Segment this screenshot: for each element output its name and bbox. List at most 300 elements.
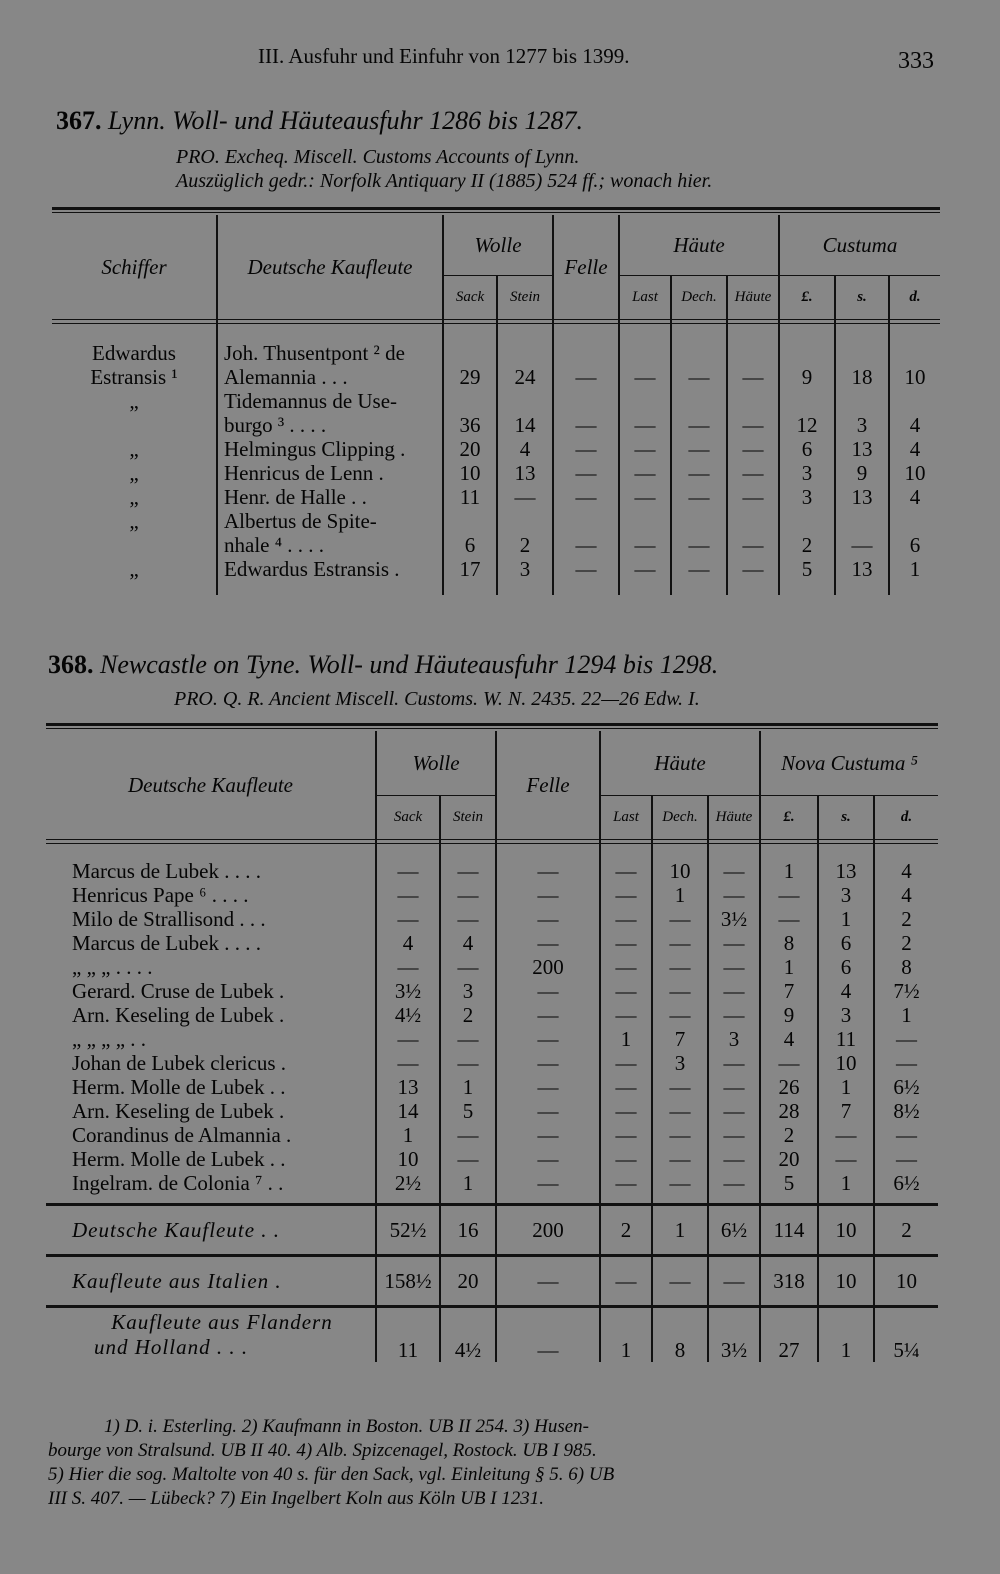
cell-value: — bbox=[440, 1027, 496, 1051]
cell-merchant: Johan de Lubek clericus . bbox=[46, 1051, 376, 1075]
cell-value: — bbox=[496, 1051, 600, 1075]
total-value: — bbox=[652, 1256, 708, 1307]
cell-value: — bbox=[652, 931, 708, 955]
cell-value: 1 bbox=[760, 859, 818, 883]
cell-value: 11 bbox=[818, 1027, 874, 1051]
cell-value bbox=[835, 509, 889, 533]
table-row bbox=[52, 461, 940, 485]
cell-value: 3½ bbox=[708, 907, 760, 931]
subheader-haeute: Häute bbox=[708, 795, 760, 839]
lynn-table bbox=[52, 215, 940, 595]
cell-value: — bbox=[818, 1147, 874, 1171]
cell-value bbox=[553, 341, 619, 365]
cell-value bbox=[727, 509, 779, 533]
cell-value: 3 bbox=[818, 1003, 874, 1027]
cell-value: 6 bbox=[443, 533, 497, 557]
section-title: Newcastle on Tyne. Woll- und Häuteausfuhr 1294 bis 1298. bbox=[100, 650, 719, 679]
cell-value: 1 bbox=[652, 883, 708, 907]
cell-value: 1 bbox=[818, 1171, 874, 1195]
section-title: Lynn. Woll- und Häuteausfuhr 1286 bis 1287. bbox=[108, 106, 583, 135]
cell-value: 28 bbox=[760, 1099, 818, 1123]
subheader-pence: d. bbox=[900, 809, 913, 826]
subheader-pence: d. bbox=[909, 289, 921, 306]
cell-value bbox=[835, 389, 889, 413]
cell-value bbox=[619, 389, 671, 413]
cell-merchant: Albertus de Spite- bbox=[217, 509, 443, 533]
total-value: 11 bbox=[376, 1307, 440, 1363]
cell-value: — bbox=[553, 533, 619, 557]
total-row bbox=[46, 1307, 938, 1363]
cell-value: — bbox=[553, 365, 619, 389]
cell-value: — bbox=[671, 557, 727, 581]
cell-merchant: Gerard. Cruse de Lubek . bbox=[46, 979, 376, 1003]
cell-value: 2 bbox=[901, 907, 912, 931]
cell-value: 1 bbox=[818, 1075, 874, 1099]
cell-merchant: Arn. Keseling de Lubek . bbox=[46, 1003, 376, 1027]
col-header-felle: Felle bbox=[553, 215, 619, 319]
total-label-line: Kaufleute aus Flandern bbox=[111, 1310, 333, 1334]
table-row bbox=[46, 859, 938, 883]
cell-value: 1 bbox=[440, 1075, 496, 1099]
cell-value: — bbox=[600, 1171, 652, 1195]
cell-value: 14 bbox=[376, 1099, 440, 1123]
header-rule bbox=[52, 319, 940, 320]
cell-schiffer: „ bbox=[52, 437, 217, 461]
cell-value: — bbox=[600, 955, 652, 979]
cell-schiffer bbox=[52, 533, 217, 557]
cell-value bbox=[443, 389, 497, 413]
cell-value: — bbox=[671, 533, 727, 557]
cell-value: 6½ bbox=[893, 1075, 920, 1099]
table-row bbox=[46, 907, 938, 931]
table-row bbox=[52, 413, 940, 437]
cell-value: — bbox=[619, 437, 671, 461]
cell-value: — bbox=[440, 1051, 496, 1075]
subheader-sack: Sack bbox=[376, 795, 440, 839]
cell-value: 4 bbox=[909, 485, 921, 509]
cell-value: 2 bbox=[760, 1123, 818, 1147]
total-value: 5¼ bbox=[893, 1338, 920, 1362]
cell-value: 13 bbox=[376, 1075, 440, 1099]
cell-value bbox=[889, 341, 940, 365]
cell-schiffer: „ bbox=[52, 557, 217, 581]
col-header-wolle: Wolle bbox=[376, 731, 496, 795]
table-row bbox=[52, 509, 940, 533]
cell-value: 1 bbox=[909, 557, 921, 581]
total-value: 114 bbox=[760, 1205, 818, 1256]
cell-value: 10 bbox=[652, 859, 708, 883]
cell-value: 10 bbox=[443, 461, 497, 485]
cell-value: 4 bbox=[760, 1027, 818, 1051]
cell-merchant: Henr. de Halle . . bbox=[217, 485, 443, 509]
cell-value: — bbox=[652, 907, 708, 931]
cell-merchant: burgo ³ . . . . bbox=[217, 413, 443, 437]
cell-schiffer: „ bbox=[52, 509, 217, 533]
cell-value: — bbox=[671, 461, 727, 485]
cell-value: — bbox=[440, 1147, 496, 1171]
source-line: PRO. Excheq. Miscell. Customs Accounts of Lynn. bbox=[176, 146, 580, 168]
total-value: 10 bbox=[896, 1269, 917, 1293]
cell-value: — bbox=[652, 1075, 708, 1099]
cell-value: 24 bbox=[497, 365, 553, 389]
cell-merchant: Arn. Keseling de Lubek . bbox=[46, 1099, 376, 1123]
cell-value: — bbox=[727, 437, 779, 461]
cell-value: 10 bbox=[904, 365, 926, 389]
cell-schiffer: Edwardus bbox=[52, 341, 217, 365]
col-header-schiffer: Schiffer bbox=[52, 215, 217, 319]
cell-value: 9 bbox=[760, 1003, 818, 1027]
table-row bbox=[46, 931, 938, 955]
cell-value: 12 bbox=[779, 413, 835, 437]
col-header-haeute: Häute bbox=[600, 731, 760, 795]
cell-value: — bbox=[727, 461, 779, 485]
spacer-row bbox=[52, 581, 940, 595]
cell-value: — bbox=[619, 461, 671, 485]
table-row bbox=[46, 1123, 938, 1147]
cell-value: — bbox=[553, 437, 619, 461]
cell-value: 1 bbox=[600, 1027, 652, 1051]
total-value: 52½ bbox=[376, 1205, 440, 1256]
cell-value bbox=[671, 509, 727, 533]
section-number: 368. bbox=[48, 650, 94, 679]
cell-value: — bbox=[553, 557, 619, 581]
cell-value: 8 bbox=[760, 931, 818, 955]
cell-value: — bbox=[496, 1003, 600, 1027]
cell-value: 4 bbox=[901, 859, 912, 883]
cell-value: — bbox=[896, 1123, 917, 1147]
subheader-shilling: s. bbox=[835, 275, 889, 319]
cell-value: — bbox=[727, 533, 779, 557]
table-row bbox=[52, 533, 940, 557]
table-row bbox=[46, 1051, 938, 1075]
cell-value: 5 bbox=[760, 1171, 818, 1195]
cell-value: — bbox=[708, 1147, 760, 1171]
cell-value: — bbox=[600, 859, 652, 883]
cell-value: — bbox=[652, 1171, 708, 1195]
total-value: 8 bbox=[652, 1307, 708, 1363]
cell-value: 2 bbox=[779, 533, 835, 557]
cell-value bbox=[727, 389, 779, 413]
cell-value: — bbox=[496, 979, 600, 1003]
cell-value: 4 bbox=[440, 931, 496, 955]
table-row bbox=[52, 437, 940, 461]
subheader-dech: Dech. bbox=[671, 275, 727, 319]
total-value: 318 bbox=[760, 1256, 818, 1307]
cell-value bbox=[553, 389, 619, 413]
table-row bbox=[52, 341, 940, 365]
subheader-last: Last bbox=[619, 275, 671, 319]
cell-value bbox=[497, 509, 553, 533]
cell-value bbox=[671, 389, 727, 413]
cell-value: 17 bbox=[443, 557, 497, 581]
cell-value bbox=[889, 389, 940, 413]
cell-value: — bbox=[600, 1123, 652, 1147]
cell-value: — bbox=[497, 485, 553, 509]
cell-value: — bbox=[600, 883, 652, 907]
cell-value: 2 bbox=[440, 1003, 496, 1027]
cell-value: 1 bbox=[376, 1123, 440, 1147]
cell-merchant: Edwardus Estransis . bbox=[217, 557, 443, 581]
table-top-rule bbox=[52, 212, 940, 213]
cell-merchant: „ „ „ . . . . bbox=[46, 955, 376, 979]
total-row bbox=[46, 1256, 938, 1307]
subheader-shilling: s. bbox=[818, 795, 874, 839]
cell-value: 3 bbox=[440, 979, 496, 1003]
cell-value: 6 bbox=[818, 931, 874, 955]
cell-value: — bbox=[496, 931, 600, 955]
header-rule bbox=[46, 839, 938, 840]
cell-value: 6 bbox=[818, 955, 874, 979]
cell-merchant: Helmingus Clipping . bbox=[217, 437, 443, 461]
total-value: 27 bbox=[760, 1307, 818, 1363]
cell-value: 36 bbox=[443, 413, 497, 437]
col-header-felle: Felle bbox=[496, 731, 600, 839]
cell-merchant: Marcus de Lubek . . . . bbox=[46, 859, 376, 883]
cell-value: 14 bbox=[497, 413, 553, 437]
cell-value: — bbox=[496, 1171, 600, 1195]
cell-value bbox=[497, 389, 553, 413]
total-value: 3½ bbox=[708, 1307, 760, 1363]
total-value: 10 bbox=[818, 1256, 874, 1307]
col-header-nova-custuma: Nova Custuma ⁵ bbox=[760, 731, 938, 795]
table-row bbox=[52, 485, 940, 509]
cell-value: 1 bbox=[440, 1171, 496, 1195]
cell-value bbox=[619, 509, 671, 533]
cell-value: 7 bbox=[760, 979, 818, 1003]
cell-value bbox=[553, 509, 619, 533]
table-row bbox=[52, 557, 940, 581]
cell-value: — bbox=[440, 883, 496, 907]
header-rule bbox=[46, 843, 938, 844]
total-value: 1 bbox=[652, 1205, 708, 1256]
cell-value: 3 bbox=[818, 883, 874, 907]
cell-value: — bbox=[376, 1027, 440, 1051]
cell-value: — bbox=[600, 1099, 652, 1123]
col-header-haeute: Häute bbox=[619, 215, 779, 275]
cell-value: — bbox=[671, 437, 727, 461]
cell-value: — bbox=[708, 955, 760, 979]
cell-value: — bbox=[708, 931, 760, 955]
footnote-line: bourge von Stralsund. UB II 40. 4) Alb. Spizcenagel, Rostock. UB I 985. bbox=[48, 1440, 597, 1461]
cell-value: 29 bbox=[443, 365, 497, 389]
total-label bbox=[46, 1307, 376, 1363]
cell-value: — bbox=[600, 907, 652, 931]
cell-value: — bbox=[496, 1147, 600, 1171]
table-top-rule bbox=[46, 723, 938, 726]
cell-value: — bbox=[708, 1171, 760, 1195]
cell-schiffer: Estransis ¹ bbox=[52, 365, 217, 389]
cell-value: — bbox=[496, 1099, 600, 1123]
spacer-row bbox=[46, 1195, 938, 1205]
cell-value: 4 bbox=[376, 931, 440, 955]
total-value: 1 bbox=[818, 1307, 874, 1363]
cell-value: — bbox=[818, 1123, 874, 1147]
total-row bbox=[46, 1205, 938, 1256]
cell-value: — bbox=[671, 485, 727, 509]
section-367-heading bbox=[56, 106, 583, 136]
cell-value: 13 bbox=[497, 461, 553, 485]
cell-value: 1 bbox=[901, 1003, 912, 1027]
cell-value: — bbox=[896, 1147, 917, 1171]
total-label: Deutsche Kaufleute . . bbox=[46, 1205, 376, 1256]
cell-value: — bbox=[496, 1075, 600, 1099]
cell-value: 3 bbox=[652, 1051, 708, 1075]
cell-value: 18 bbox=[835, 365, 889, 389]
cell-value: 1 bbox=[818, 907, 874, 931]
table-row bbox=[46, 1171, 938, 1195]
cell-value bbox=[779, 509, 835, 533]
cell-value: — bbox=[708, 1099, 760, 1123]
table-row bbox=[46, 1003, 938, 1027]
total-value: 10 bbox=[818, 1205, 874, 1256]
cell-value: 6 bbox=[909, 533, 921, 557]
page-number: 333 bbox=[898, 48, 934, 74]
cell-value: — bbox=[553, 413, 619, 437]
col-header-custuma: Custuma bbox=[779, 215, 940, 275]
total-value: 2 bbox=[901, 1218, 912, 1242]
cell-value: 13 bbox=[835, 437, 889, 461]
table-row bbox=[46, 955, 938, 979]
cell-value: 3 bbox=[708, 1027, 760, 1051]
cell-value: — bbox=[727, 557, 779, 581]
cell-value: — bbox=[600, 1003, 652, 1027]
cell-value: 7½ bbox=[893, 979, 920, 1003]
cell-value: — bbox=[708, 1051, 760, 1075]
footnote-line: III S. 407. — Lübeck? 7) Ein Ingelbert Koln aus Köln UB I 1231. bbox=[48, 1488, 545, 1509]
cell-value: — bbox=[708, 1003, 760, 1027]
cell-schiffer: „ bbox=[52, 461, 217, 485]
cell-value: — bbox=[619, 485, 671, 509]
cell-value: 4 bbox=[909, 437, 921, 461]
cell-merchant: Herm. Molle de Lubek . . bbox=[46, 1147, 376, 1171]
table-top-rule bbox=[46, 728, 938, 729]
cell-value: — bbox=[619, 533, 671, 557]
total-value: 2 bbox=[600, 1205, 652, 1256]
cell-value: — bbox=[600, 931, 652, 955]
cell-value: — bbox=[600, 1147, 652, 1171]
cell-value: 3½ bbox=[376, 979, 440, 1003]
footnote-line: 1) D. i. Esterling. 2) Kaufmann in Boston. UB II 254. 3) Husen- bbox=[104, 1416, 589, 1437]
cell-value: 10 bbox=[376, 1147, 440, 1171]
subheader-dech: Dech. bbox=[652, 795, 708, 839]
cell-merchant: Milo de Strallisond . . . bbox=[46, 907, 376, 931]
total-value: 158½ bbox=[376, 1256, 440, 1307]
total-value: 200 bbox=[496, 1205, 600, 1256]
table-row bbox=[46, 883, 938, 907]
cell-value: 2 bbox=[497, 533, 553, 557]
subheader-pound: £. bbox=[779, 275, 835, 319]
cell-value bbox=[889, 509, 940, 533]
section-368-heading bbox=[48, 650, 718, 680]
cell-value: — bbox=[652, 955, 708, 979]
cell-value: — bbox=[496, 1123, 600, 1147]
cell-value: 7 bbox=[652, 1027, 708, 1051]
cell-value: — bbox=[440, 907, 496, 931]
cell-value: — bbox=[619, 413, 671, 437]
cell-schiffer: „ bbox=[52, 389, 217, 413]
table-top-rule bbox=[52, 207, 940, 210]
footnote-line: 5) Hier die sog. Maltolte von 40 s. für den Sack, vgl. Einleitung § 5. 6) UB bbox=[48, 1464, 615, 1485]
cell-merchant: „ „ „ „ . . bbox=[46, 1027, 376, 1051]
cell-value: — bbox=[652, 1147, 708, 1171]
total-value: 16 bbox=[440, 1205, 496, 1256]
subheader-stein: Stein bbox=[497, 275, 553, 319]
subheader-stein: Stein bbox=[440, 795, 496, 839]
cell-value: 3 bbox=[779, 485, 835, 509]
cell-value: — bbox=[760, 883, 818, 907]
cell-value: 13 bbox=[835, 485, 889, 509]
cell-value bbox=[497, 341, 553, 365]
cell-value: 10 bbox=[818, 1051, 874, 1075]
total-value: — bbox=[496, 1256, 600, 1307]
cell-value: 11 bbox=[443, 485, 497, 509]
cell-value: — bbox=[496, 907, 600, 931]
col-header-wolle: Wolle bbox=[443, 215, 553, 275]
subheader-pound: £. bbox=[760, 795, 818, 839]
cell-schiffer bbox=[52, 413, 217, 437]
cell-value: — bbox=[496, 859, 600, 883]
cell-value: 8½ bbox=[893, 1099, 920, 1123]
table-row bbox=[46, 1147, 938, 1171]
subheader-sack: Sack bbox=[443, 275, 497, 319]
cell-value: — bbox=[440, 955, 496, 979]
table-row bbox=[52, 365, 940, 389]
cell-value: — bbox=[600, 979, 652, 1003]
cell-merchant: Herm. Molle de Lubek . . bbox=[46, 1075, 376, 1099]
cell-value bbox=[671, 341, 727, 365]
cell-merchant: Alemannia . . . bbox=[217, 365, 443, 389]
cell-value: 9 bbox=[835, 461, 889, 485]
cell-value: — bbox=[600, 1051, 652, 1075]
col-header-kaufleute: Deutsche Kaufleute bbox=[46, 731, 376, 839]
newcastle-table bbox=[46, 731, 938, 1362]
total-value: 4½ bbox=[440, 1307, 496, 1363]
subheader-last: Last bbox=[600, 795, 652, 839]
cell-value: 5 bbox=[440, 1099, 496, 1123]
cell-value: 7 bbox=[818, 1099, 874, 1123]
cell-value: — bbox=[440, 859, 496, 883]
cell-value: — bbox=[671, 365, 727, 389]
table-row bbox=[52, 389, 940, 413]
cell-value: — bbox=[496, 883, 600, 907]
table-row bbox=[46, 1027, 938, 1051]
cell-value: — bbox=[708, 979, 760, 1003]
cell-value: 4 bbox=[909, 413, 921, 437]
cell-value bbox=[779, 389, 835, 413]
cell-value: 4 bbox=[818, 979, 874, 1003]
cell-merchant: Tidemannus de Use- bbox=[217, 389, 443, 413]
running-title: III. Ausfuhr und Einfuhr von 1277 bis 1399. bbox=[258, 44, 630, 68]
cell-merchant: Marcus de Lubek . . . . bbox=[46, 931, 376, 955]
cell-value: — bbox=[376, 859, 440, 883]
cell-merchant: Henricus de Lenn . bbox=[217, 461, 443, 485]
cell-value: — bbox=[376, 883, 440, 907]
cell-merchant: Henricus Pape ⁶ . . . . bbox=[46, 883, 376, 907]
cell-value: — bbox=[896, 1051, 917, 1075]
cell-value bbox=[727, 341, 779, 365]
cell-value: — bbox=[553, 485, 619, 509]
cell-value: — bbox=[671, 413, 727, 437]
header-rule bbox=[52, 323, 940, 324]
cell-value: 3 bbox=[779, 461, 835, 485]
cell-value: 20 bbox=[760, 1147, 818, 1171]
cell-value: 2½ bbox=[376, 1171, 440, 1195]
cell-value: 4 bbox=[901, 883, 912, 907]
cell-value: 9 bbox=[779, 365, 835, 389]
cell-merchant: Ingelram. de Colonia ⁷ . . bbox=[46, 1171, 376, 1195]
section-number: 367. bbox=[56, 106, 102, 135]
cell-value: 1 bbox=[760, 955, 818, 979]
